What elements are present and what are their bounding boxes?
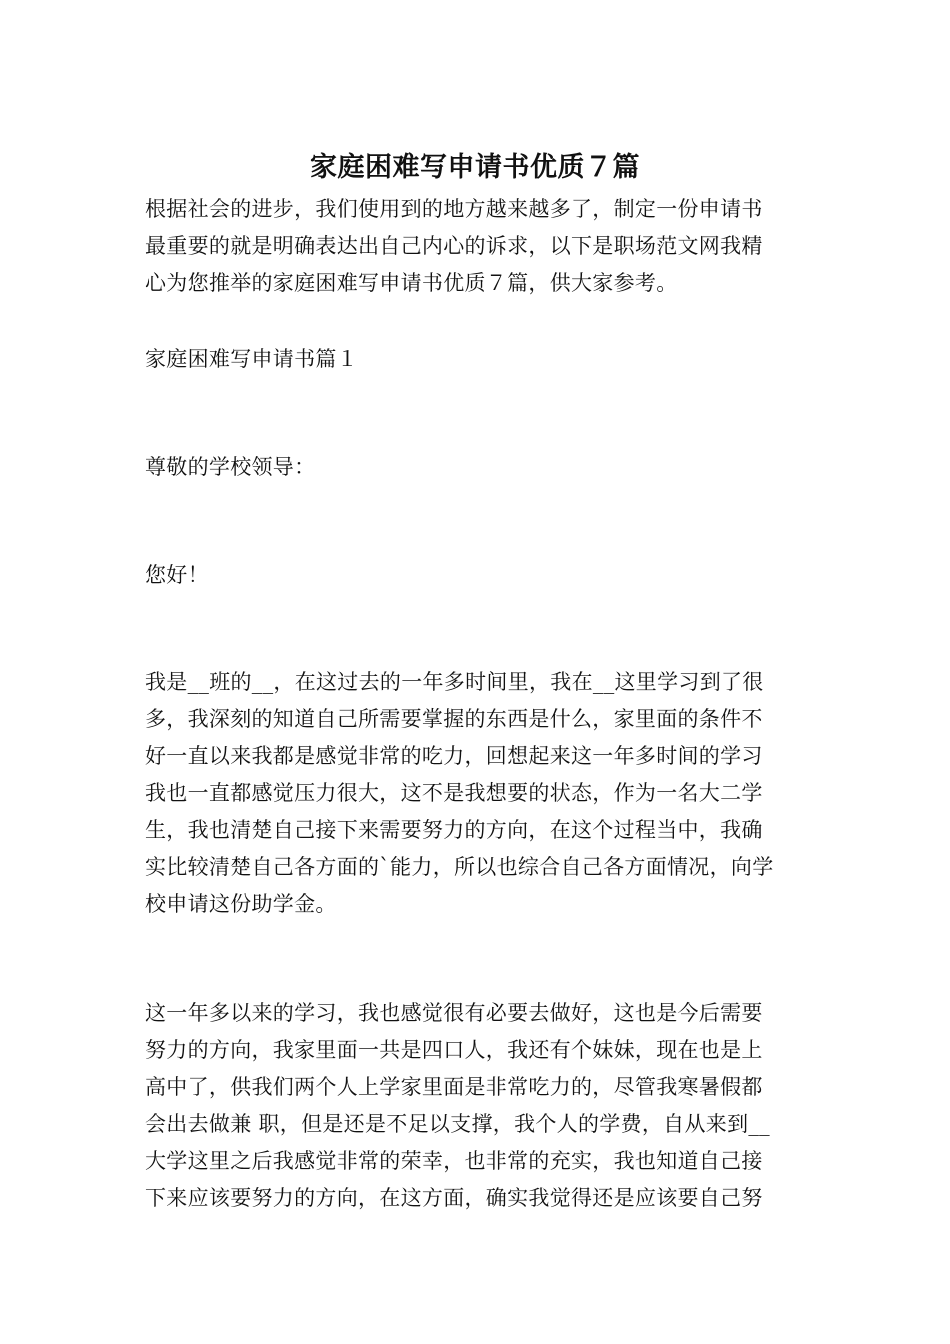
paragraph-line: 努力的方向，我家里面一共是四口人，我还有个妹妹，现在也是上 — [145, 1038, 763, 1062]
paragraph-line: 会出去做兼 职，但是还是不足以支撑，我个人的学费，自从来到__ — [145, 1112, 770, 1136]
paragraph-line: 高中了，供我们两个人上学家里面是非常吃力的，尽管我寒暑假都 — [145, 1075, 763, 1099]
document-title: 家庭困难写申请书优质７篇 — [310, 152, 640, 184]
paragraph-line: 我也一直都感觉压力很大，这不是我想要的状态，作为一名大二学 — [145, 781, 763, 805]
paragraph-line: 好一直以来我都是感觉非常的吃力，回想起来这一年多时间的学习 — [145, 744, 763, 768]
paragraph-line: 大学这里之后我感觉非常的荣幸，也非常的充实，我也知道自己接 — [145, 1149, 763, 1173]
intro-line: 最重要的就是明确表达出自己内心的诉求，以下是职场范文网我精 — [145, 234, 763, 258]
paragraph-line: 这一年多以来的学习，我也感觉很有必要去做好，这也是今后需要 — [145, 1001, 763, 1025]
body-paragraph-2 — [145, 995, 809, 1217]
intro-paragraph — [145, 191, 809, 302]
intro-line: 根据社会的进步，我们使用到的地方越来越多了，制定一份申请书 — [145, 197, 763, 221]
body-paragraph-1 — [145, 664, 809, 923]
paragraph-line: 生，我也清楚自己接下来需要努力的方向，在这个过程当中，我确 — [145, 818, 763, 842]
paragraph-line: 实比较清楚自己各方面的`能力，所以也综合自己各方面情况，向学 — [145, 855, 774, 879]
paragraph-line: 多，我深刻的知道自己所需要掌握的东西是什么，家里面的条件不 — [145, 707, 763, 731]
salutation: 尊敬的学校领导： — [145, 455, 316, 479]
paragraph-line: 下来应该要努力的方向，在这方面，确实我觉得还是应该要自己努 — [145, 1186, 763, 1210]
greeting: 您好！ — [145, 563, 209, 587]
intro-line: 心为您推举的家庭困难写申请书优质７篇，供大家参考。 — [145, 271, 678, 295]
paragraph-line: 校申请这份助学金。 — [145, 892, 337, 916]
paragraph-line: 我是__班的__，在这过去的一年多时间里，我在__这里学习到了很 — [145, 670, 764, 694]
section-heading: 家庭困难写申请书篇１ — [145, 347, 358, 371]
